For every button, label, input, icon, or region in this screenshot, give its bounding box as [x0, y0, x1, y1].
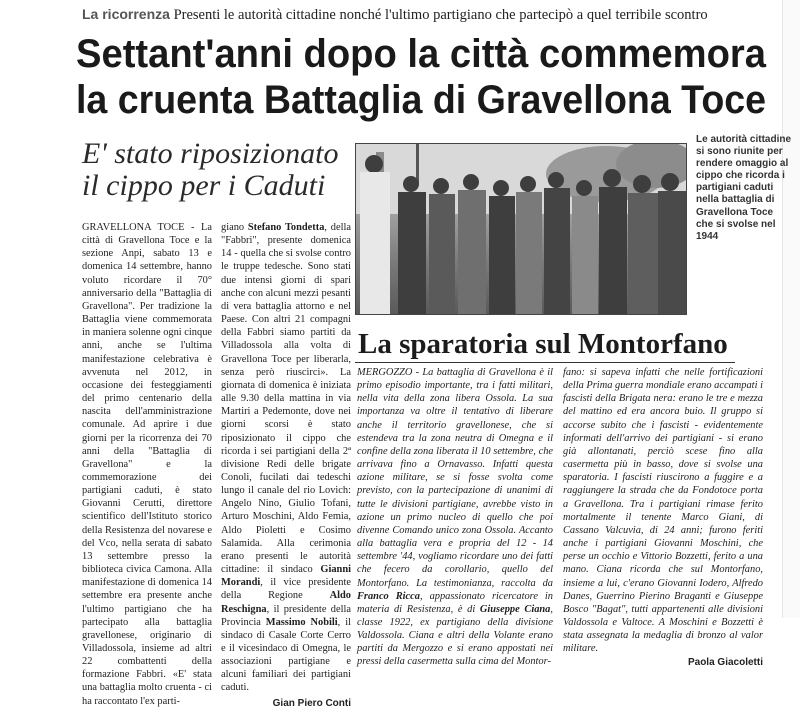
person-name: Massimo Nobili	[265, 616, 338, 628]
article2-title: La sparatoria sul Montorfano	[358, 328, 728, 360]
article1-column-1	[82, 221, 212, 708]
person-name: Stefano Tondetta	[247, 222, 325, 233]
article1-col2-part-a: giano	[221, 222, 248, 233]
ceremony-photo	[355, 143, 687, 315]
article1-col2-part-d: , il presidente della Provincia	[221, 603, 351, 628]
person-name: Aldo Reschigna	[221, 590, 351, 615]
subtitle: E' stato riposizionato il cippo per i Caduti	[82, 137, 339, 202]
article2-col1-part-c: , classe 1922, ex partigiano della divisione Valdossola. Ciana e altri della Volante erano partiti da Mergozzo e si erano appostati nei pressi della casermetta sulla cima del Montor-	[357, 603, 553, 668]
person-name: Giuseppe Ciana	[479, 603, 551, 615]
kicker-text: Presenti le autorità cittadine nonché l'ultimo partigiano che partecipò a quel terribile scontro	[173, 7, 708, 23]
headline-line-2: la cruenta Battaglia di Gravellona Toce	[76, 78, 767, 122]
photo-scene	[356, 144, 686, 314]
person-name: Franco Ricca	[357, 590, 420, 602]
title-rule	[355, 362, 735, 363]
article2-col1-text	[357, 366, 553, 669]
article2-byline: Paola Giacoletti	[687, 657, 763, 669]
article2-column-1	[357, 366, 553, 669]
article1-col2-part-c: , il vice presidente della Regione	[221, 577, 351, 602]
article1-col1-text: GRAVELLONA TOCE - La città di Gravellona Toce e la sezione Anpi, sabato 13 e domenica 14 settembre, hanno voluto ricordare il 70° anniversario della "Battaglia di Gravellona". Per tradizione la Battaglia viene commemorata in maniera solenne ogni cinque anni, anche se l'ultima manifestazione celebrativa è avvenuta nel 2012, in occasione dei festeggiamenti del primo centenario della nascita dell'amministrazione comunale. Ad aprire i due giorni per la ricorrenza dei 70 anni della "Battaglia di Gravellona" e la commemorazione dei partigiani caduti, è stato Giovanni Cerutti, direttore scientifico dell'Istituto storico della Resistenza del novarese e del Vco, nella serata di sabato 13 settembre presso la biblioteca civica Camona. Alla manifestazione di domenica 14 settembre era presente anche l'ultimo partigiano che ha partecipato alla battaglia gravellonese, originario di Villadossola, insieme ad altri 22 combattenti della formazione Fabbri. «E' stata una battaglia molto cruenta - ci ha raccontato l'ex parti-	[82, 222, 212, 707]
article1-col2-text	[221, 221, 351, 695]
headline-line-1: Settant'anni dopo la città commemora	[76, 32, 766, 76]
page-edge	[782, 0, 800, 618]
article2-col1-part-a: MERGOZZO - La battaglia di Gravellona è il primo episodio importante, tra i fatti militari, nella vita della zona libera Ossola. La sua importanza va oltre il tentativo di liberare anche il territorio gravellonese, che si estendeva tra la zona neutra di Omegna e il confine della zona liberata il 10 settembre, che arrivava fino a Ornavasso. Infatti questa azione militare, se si fosse svolta come previsto, con la partecipazione di unanimi di tutte le divisioni partigiane, avrebbe visto in azione un primo nucleo di quello che poi divenne Comando unico zona Ossola. Accanto alla battaglia vera e propria del 12 - 14 settembre '44, vogliamo ricordare uno dei fatti che fecero da corollario, quello del Montorfano. La testimonianza, raccolta da	[357, 367, 553, 589]
article2-col2-text: fano: si sapeva infatti che nelle fortificazioni della Prima guerra mondiale erano accampati i fascisti della Brigata nera: erano le tre e mezza del mattino ed era ancora buio. Il gruppo si accorse subito che i fascisti - evidentemente informati dell'arrivo dei partigiani - si erano già allontanati, perciò scese fino alla casermetta più in basso, dove si svolse una sparatoria. I fascisti riuscirono a fuggire e a raggiungere la strada che da Fondotoce porta a Gravellona. Tra i partigiani rimase ferito mortalmente il tenente Marco Giani, di Cassano Valcuvia, di 24 anni; furono feriti anche i partigiani Giovanni Moschini, che perse un occhio e Vittorio Bozzetti, ferito a una mano. Ciana ricorda che sul Montorfano, insieme a lui, c'erano Giovanni Iodero, Alfredo Danes, Guerrino Pierino Braganti e Giuseppe Bosco "Bagat", tutti appartenenti alle divisioni Valdossola e Valtoce. A Moschini e Bozzetti è stata assegnata la medaglia di bronzo al valor militare.	[563, 367, 763, 655]
kicker-lead: La ricorrenza	[82, 6, 170, 22]
article1-col2-part-e: , il sindaco di Casale Corte Cerro e il vicesindaco di Omegna, le associazioni partigiane e alcuni familiari dei partigiani caduti.	[221, 616, 351, 694]
kicker	[82, 6, 782, 24]
article2-column-2	[563, 366, 763, 670]
article1-byline: Gian Piero Conti	[272, 697, 351, 709]
article1-column-2	[221, 221, 351, 710]
person-name: Gianni Morandi	[221, 564, 351, 589]
photo-caption: Le autorità cittadine si sono riunite per rendere omaggio al cippo che ricorda i partigiani caduti nella battaglia di Gravellona Toce che si svolse nel 1944	[696, 134, 792, 242]
article1-col2-part-b: , della "Fabbri", presente domenica 14 - quella che si svolse contro le truppe tedesche. Sono stati due intensi giorni di spari anche con alcuni mezzi pesanti di vera battaglia attorno e nel Paese. Con altri 21 compagni della Fabbri siamo partiti da Villadossola alla volta di Gravellona Toce per liberarla, senza però riuscirci». La giornata di domenica è iniziata alle 9.30 della mattina in via Martiri a Pedemonte, dove nei giorni scorsi è stato riposizionato il cippo che ricorda i sei partigiani della 2ª divisione Redi delle brigate Conoli, fucilati dai tedeschi lungo il canale del rio Lovich: Angelo Nino, Giulio Tofani, Arturo Moschini, Aldo Femia, Aldo Pioletti e Cosimo Salamida. Alla cerimonia erano presenti le autorità cittadine: il sindaco	[221, 222, 351, 576]
article2-col1-part-b: , appassionato ricercatore in materia di Resistenza, è di	[357, 590, 553, 615]
